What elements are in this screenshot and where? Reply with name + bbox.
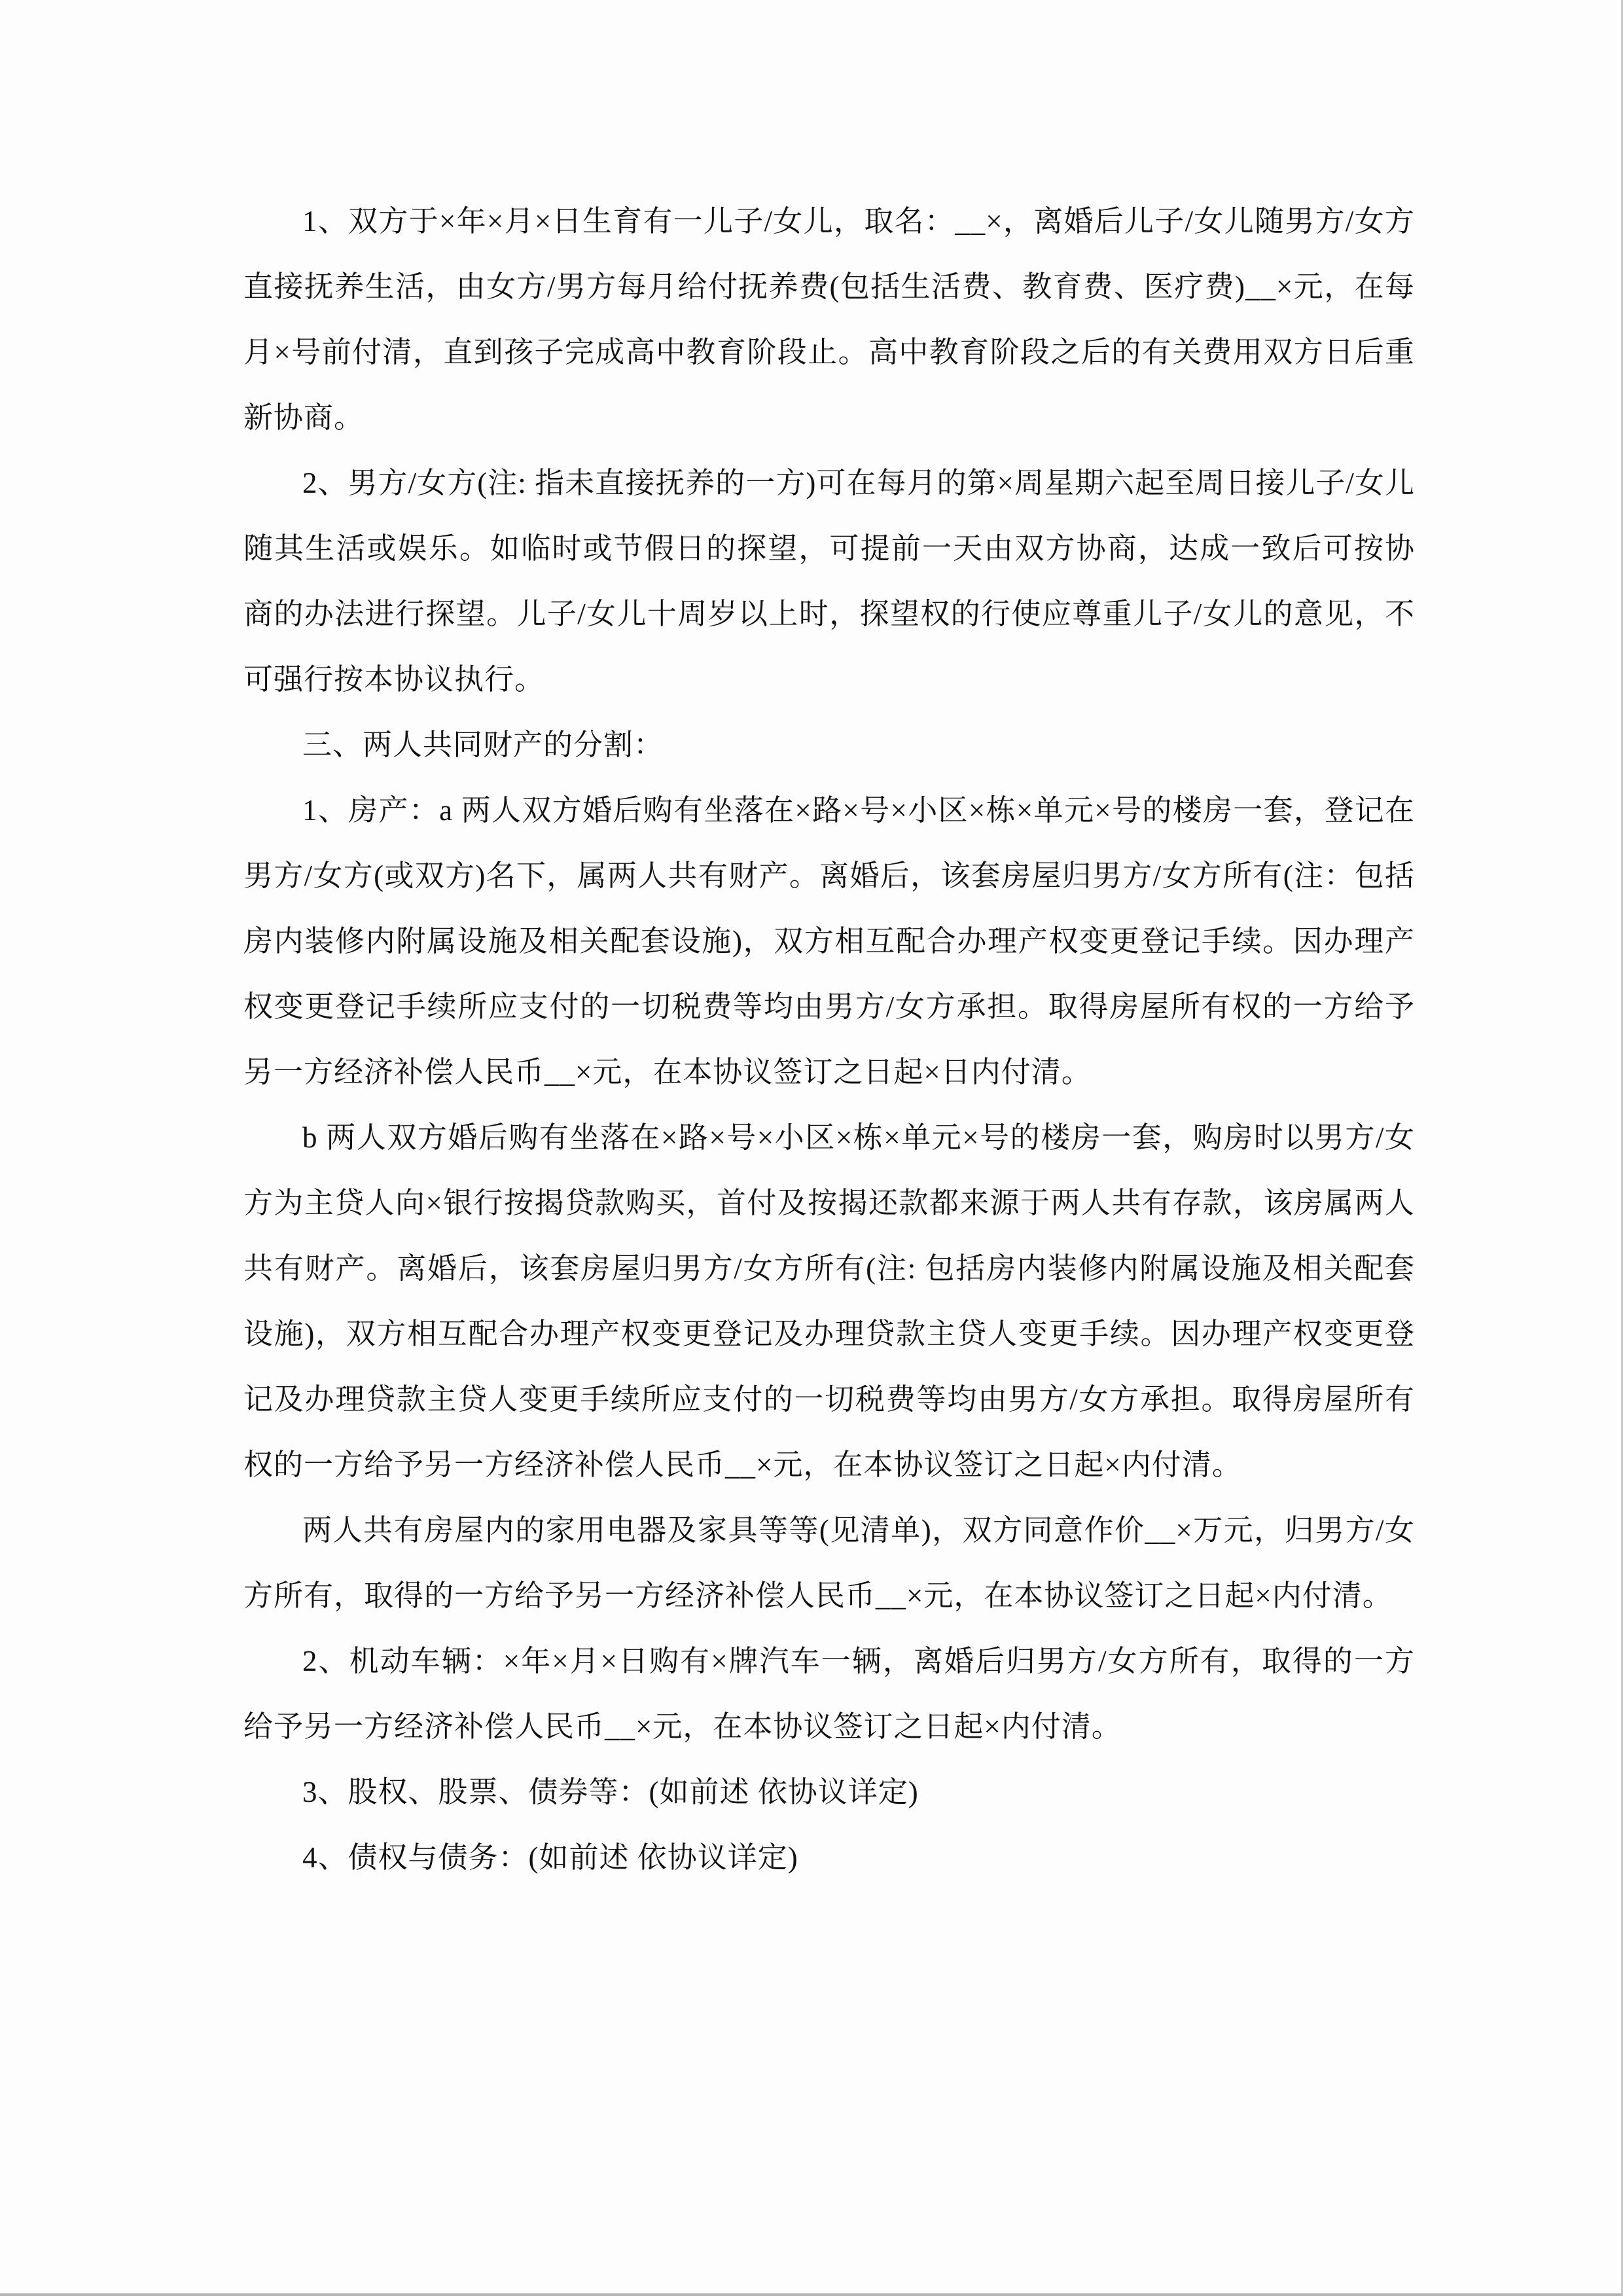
- doc-paragraph-stocks-bonds: 3、股权、股票、债券等：(如前述 依协议详定): [302, 1776, 919, 1808]
- doc-paragraph-child-support: 1、双方于×年×月×日生育有一儿子/女儿，取名：__×，离婚后儿子/女儿随男方/女方直接抚养生活，由女方/男方每月给付抚养费(包括生活费、教育费、医疗费)__×元，在每月×号前付清，直到孩子完成高中教育阶段止。高中教育阶段之后的有关费用双方日后重新协商。: [243, 205, 1415, 434]
- doc-paragraph-real-estate-b: b 两人双方婚后购有坐落在×路×号×小区×栋×单元×号的楼房一套，购房时以男方/女方为主贷人向×银行按揭贷款购买，首付及按揭还款都来源于两人共有存款，该房属两人共有财产。离婚后，该套房屋归男方/女方所有(注: 包括房内装修内附属设施及相关配套设施)，双方相互配合办理产权变更登记及办理贷款主贷人变更手续。因办理产权变更登记及办理贷款主贷人变更手续所应支付的一切税费等均由男方/女方承担。取得房屋所有权的一方给予另一方经济补偿人民币__×元，在本协议签订之日起×内付清。: [243, 1121, 1415, 1481]
- doc-paragraph-real-estate-a: 1、房产：a 两人双方婚后购有坐落在×路×号×小区×栋×单元×号的楼房一套，登记在男方/女方(或双方)名下，属两人共有财产。离婚后，该套房屋归男方/女方所有(注：包括房内装修内附属设施及相关配套设施)，双方相互配合办理产权变更登记手续。因办理产权变更登记手续所应支付的一切税费等均由男方/女方承担。取得房屋所有权的一方给予另一方经济补偿人民币__×元，在本协议签订之日起×日内付清。: [243, 794, 1415, 1088]
- doc-paragraph-vehicle: 2、机动车辆：×年×月×日购有×牌汽车一辆，离婚后归男方/女方所有，取得的一方给予另一方经济补偿人民币__×元，在本协议签订之日起×内付清。: [243, 1645, 1415, 1743]
- doc-paragraph-debts: 4、债权与债务：(如前述 依协议详定): [302, 1841, 798, 1874]
- doc-paragraph-visitation: 2、男方/女方(注: 指未直接抚养的一方)可在每月的第×周星期六起至周日接儿子/女儿随其生活或娱乐。如临时或节假日的探望，可提前一天由双方协商，达成一致后可按协商的办法进行探望。儿子/女儿十周岁以上时，探望权的行使应尊重儿子/女儿的意见，不可强行按本协议执行。: [243, 467, 1415, 696]
- doc-heading-property-division: 三、两人共同财产的分割：: [302, 728, 664, 761]
- doc-paragraph-household-goods: 两人共有房屋内的家用电器及家具等等(见清单)，双方同意作价__×万元，归男方/女方所有，取得的一方给予另一方经济补偿人民币__×元，在本协议签订之日起×内付清。: [243, 1514, 1415, 1612]
- document-body: [243, 188, 1415, 1890]
